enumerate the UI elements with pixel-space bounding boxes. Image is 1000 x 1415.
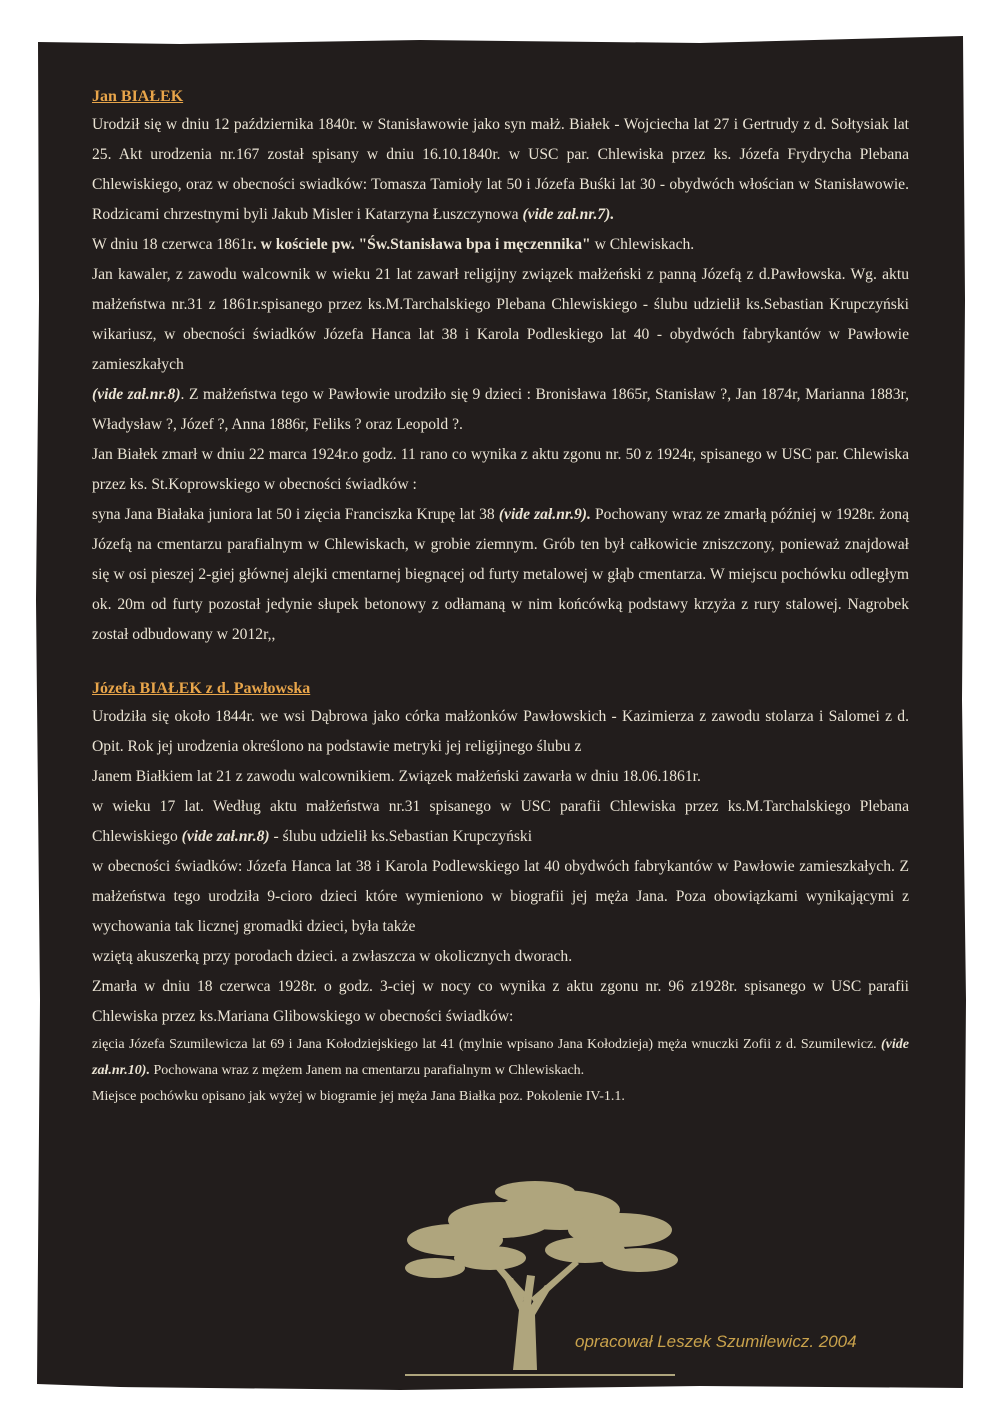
spacer [92,650,909,676]
paragraph: Jan kawaler, z zawodu walcownik w wieku 21 lat zawarł religijny związek małżeński z panną Józefą z d.Pawłowska. Wg. aktu małżeństwa nr.31 z 1861r.spisanego przez ks.M.Tarchalskiego Plebana Chlewiskiego - ślubu udzielił ks.Sebastian Krupczyński wikariusz, w obecności świadków Józefa Hanca lat 38 i Karola Podleskiego lat 40 - obydwóch fabrykantów w Pawłowie zamieszkałych [92,266,909,373]
text: w wieku 17 lat. Według aktu małżeństwa nr.31 spisanego w USC parafii Chlewiska przez ks.M.Tarchalskiego Plebana Chlewiskiego [92,798,909,845]
paragraph: Jan Białek zmarł w dniu 22 marca 1924r.o godz. 11 rano co wynika z aktu zgonu nr. 50 z 1924r, spisanego w USC par. Chlewiska przez ks. St.Koprowskiego w obecności świadków : [92,446,909,493]
text: W dniu 18 czerwca 1861r [92,236,253,253]
attachment-ref: (vide zał.nr.9). [498,506,591,523]
text: - ślubu udzielił ks.Sebastian Krupczyński [269,828,533,845]
paragraph [92,230,909,260]
attachment-ref: (vide zał.nr.8) [92,386,181,403]
paragraph [92,500,909,650]
text: . Z małżeństwa tego w Pawłowie urodziło się 9 dzieci : Bronisława 1865r, Stanisław ?, Jan 1874r, Marianna 1883r, Władysław ?, Józef ?, Anna 1886r, Feliks ? oraz Leopold ?. [92,386,909,433]
text: zięcia Józefa Szumilewicza lat 69 i Jana Kołodziejskiego lat 41 (mylnie wpisano Jana Kołodzieja) męża wnuczki Zofii z d. Szumilewicz. [92,1037,877,1052]
attachment-ref: (vide zał.nr.8) [181,828,270,845]
attachment-ref: (vide zał.nr.7). [522,206,615,223]
text: Pochowana wraz z mężem Janem na cmentarzu parafialnym w Chlewiskach. [149,1063,585,1078]
paragraph [92,792,909,852]
text: w Chlewiskach. [590,236,695,253]
paragraph: Miejsce pochówku opisano jak wyżej w biogramie jej męża Jana Białka poz. Pokolenie IV-1.1. [92,1089,625,1104]
paragraph [92,110,909,230]
paragraph: wziętą akuszerką przy porodach dzieci. a zwłaszcza w okolicznych dworach. [92,948,573,965]
paragraph: Zmarła w dniu 18 czerwca 1928r. o godz. 3-ciej w nocy co wynika z aktu zgonu nr. 96 z1928r. spisanego w USC parafii Chlewiska przez ks.Mariana Glibowskiego w obecności świadków: [92,978,909,1025]
text: syna Jana Białaka juniora lat 50 i zięcia Franciszka Krupę lat 38 [92,506,495,523]
paragraph: w obecności świadków: Józefa Hanca lat 38 i Karola Podlewskiego lat 40 obydwóch fabrykantów w Pawłowie zamieszkałych. Z małżeństwa tego urodziła 9-cioro dzieci które wymieniono w biografii jej męża Jana. Poza obowiązkami wynikającymi z wychowania tak licznej gromadki dzieci, była także [92,858,909,935]
paragraph [92,380,909,440]
paragraph: Urodziła się około 1844r. we wsi Dąbrowa jako córka małżonków Pawłowskich - Kazimierza z zawodu stolarza i Salomei z d. Opit. Rok jej urodzenia określono na podstawie metryki jej religijnego ślubu z [92,708,909,755]
author-signature: opracował Leszek Szumilewicz. 2004 [575,1332,857,1351]
text: Pochowany wraz ze zmarłą później w 1928r. żoną Józefą na cmentarzu parafialnym w Chlewiskach, w grobie ziemnym. Grób ten był całkowicie zniszczony, ponieważ znajdował się w osi pieszej 2-giej głównej alejki cmentarnej biegnącej od furty metalowej w głąb cmentarza. W miejscu pochówku odległym ok. 20m od furty pozostał jedynie słupek betonowy z odłamaną w nim końcówką podstawy krzyża z rury stalowej. Nagrobek został odbudowany w 2012r,, [92,506,909,643]
paragraph: Janem Białkiem lat 21 z zawodu walcownikiem. Związek małżeński zawarła w dniu 18.06.1861r. [92,768,701,785]
church-name: . w kościele pw. "Św.Stanisława bpa i męczennika" [252,236,591,253]
section-heading-jozefa-bialek: Józefa BIAŁEK z d. Pawłowska [92,680,311,697]
text: Urodził się w dniu 12 października 1840r. w Stanisławowie jako syn małż. Białek - Wojciecha lat 27 i Gertrudy z d. Sołtysiak lat 25. Akt urodzenia nr.167 został spisany w dniu 16.10.1840r. w USC par. Chlewiska przez ks. Józefa Frydrycha Plebana Chlewiskiego, oraz w obecności swiadków: Tomasza Tamioły lat 50 i Józefa Buśki lat 30 - obydwóch włościan w Stanisławowie. Rodzicami chrzestnymi byli Jakub Misler i Katarzyna Łuszczynowa [92,116,909,223]
document-body [92,84,909,1110]
section-heading-jan-bialek: Jan BIAŁEK [92,88,184,105]
paragraph [92,1032,909,1084]
attachment-ref: (vide zał.nr.10). [92,1037,909,1078]
